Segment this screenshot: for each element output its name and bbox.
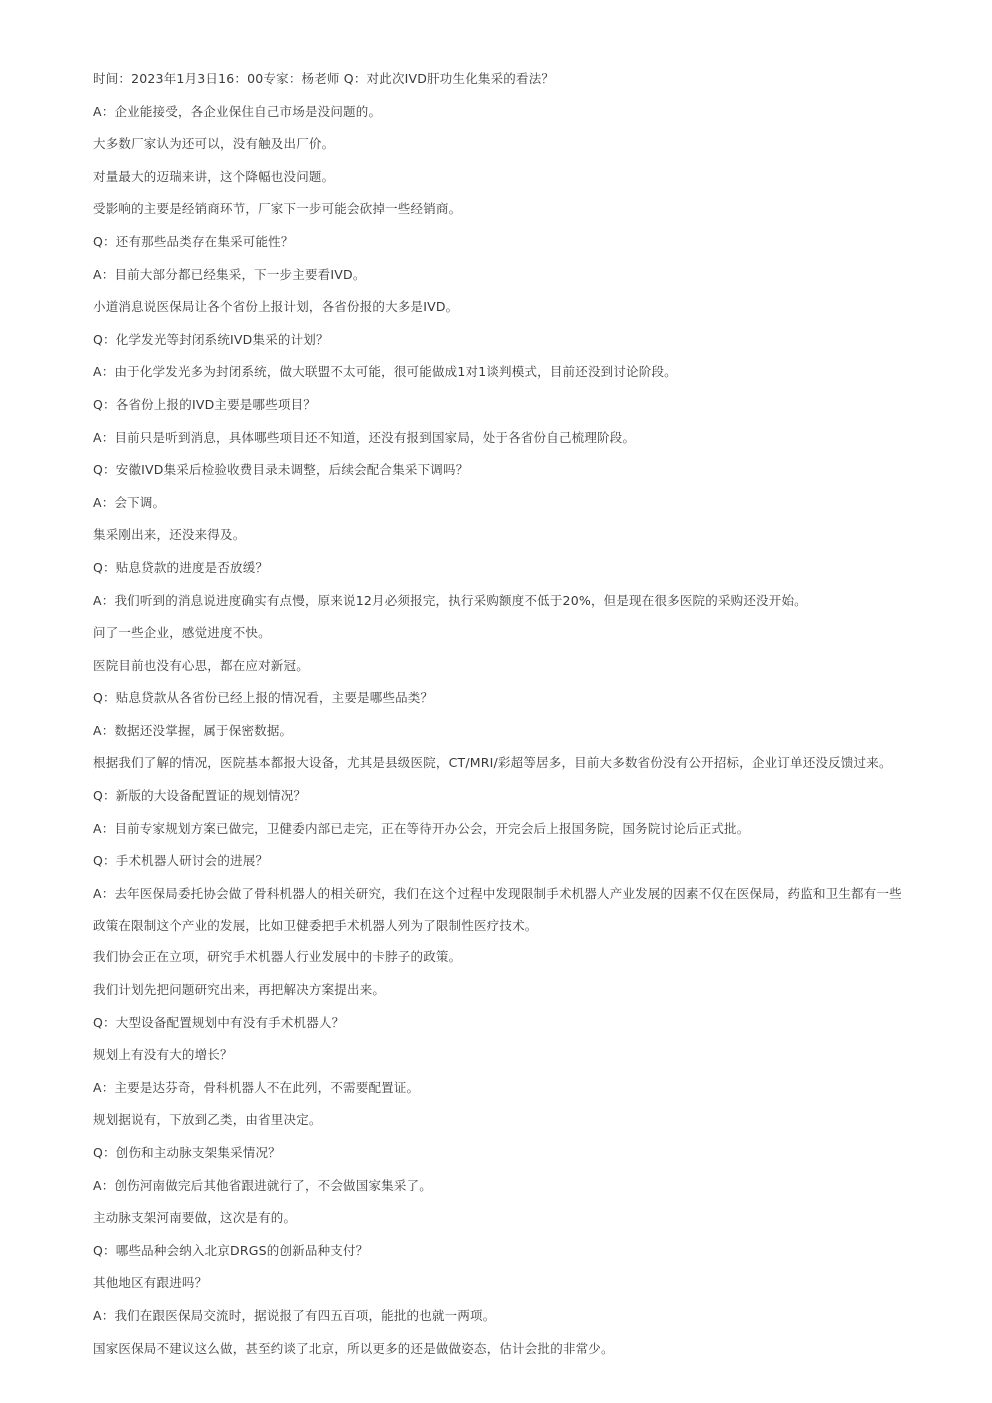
document-line: A：我们在跟医保局交流时，据说报了有四五百项，能批的也就一两项。	[93, 1307, 496, 1323]
document-line: Q：贴息贷款从各省份已经上报的情况看，主要是哪些品类？	[93, 690, 434, 706]
document-line: Q：大型设备配置规划中有没有手术机器人？	[93, 1014, 345, 1030]
document-line: 其他地区有跟进吗？	[93, 1275, 208, 1291]
document-line: 规划据说有，下放到乙类，由省里决定。	[93, 1112, 322, 1128]
document-line: 根据我们了解的情况，医院基本都报大设备，尤其是县级医院，CT/MRI/彩超等居多，目前大多数省份没有公开招标，企业订单还没反馈过来。	[93, 755, 892, 771]
document-line: A：会下调。	[93, 494, 166, 510]
document-line: 国家医保局不建议这么做，甚至约谈了北京，所以更多的还是做做姿态，估计会批的非常少。	[93, 1340, 614, 1356]
document-line: A：由于化学发光多为封闭系统，做大联盟不太可能，很可能做成1对1谈判模式，目前还没到讨论阶段。	[93, 364, 677, 380]
document-line: Q：新版的大设备配置证的规划情况？	[93, 788, 307, 804]
document-line: 受影响的主要是经销商环节，厂家下一步可能会砍掉一些经销商。	[93, 201, 462, 217]
document-line: A：去年医保局委托协会做了骨科机器人的相关研究，我们在这个过程中发现限制手术机器人产业发展的因素不仅在医保局，药监和卫生都有一些	[93, 885, 902, 901]
document-line: 对量最大的迈瑞来讲，这个降幅也没问题。	[93, 168, 335, 184]
document-line: 我们协会正在立项，研究手术机器人行业发展中的卡脖子的政策。	[93, 949, 462, 965]
document-line: A：数据还没掌握，属于保密数据。	[93, 722, 293, 738]
document-line: 问了一些企业，感觉进度不快。	[93, 625, 271, 641]
document-line: 我们计划先把问题研究出来，再把解决方案提出来。	[93, 982, 386, 998]
document-line: 时间：2023年1月3日16：00专家：杨老师 Q：对此次IVD肝功生化集采的看法？	[93, 71, 555, 86]
document-line: Q：还有那些品类存在集采可能性？	[93, 233, 294, 249]
document-line: 规划上有没有大的增长？	[93, 1047, 233, 1063]
document-line: A：目前大部分都已经集采，下一步主要看IVD。	[93, 266, 366, 282]
document-line: Q：化学发光等封闭系统IVD集采的计划？	[93, 331, 329, 347]
document-line: A：企业能接受，各企业保住自己市场是没问题的。	[93, 103, 382, 119]
document-line: Q：创伤和主动脉支架集采情况？	[93, 1145, 281, 1160]
document-line: Q：安徽IVD集采后检验收费目录未调整，后续会配合集采下调吗？	[93, 462, 469, 478]
document-line: A：我们听到的消息说进度确实有点慢，原来说12月必须报完，执行采购额度不低于20%，但是现在很多医院的采购还没开始。	[93, 592, 807, 608]
document-line: Q：各省份上报的IVD主要是哪些项目？	[93, 396, 317, 412]
document-line: A：创伤河南做完后其他省跟进就行了，不会做国家集采了。	[93, 1177, 432, 1193]
document-line: 大多数厂家认为还可以，没有触及出厂价。	[93, 136, 335, 152]
document-line: 集采刚出来，还没来得及。	[93, 527, 246, 543]
document-line: A：目前只是听到消息，具体哪些项目还不知道，还没有报到国家局，处于各省份自己梳理阶段。	[93, 429, 636, 445]
document-line: Q：贴息贷款的进度是否放缓？	[93, 559, 269, 575]
document-line: A：目前专家规划方案已做完，卫健委内部已走完，正在等待开办公会，开完会后上报国务院，国务院讨论后正式批。	[93, 820, 750, 836]
document-line: A：主要是达芬奇，骨科机器人不在此列，不需要配置证。	[93, 1079, 420, 1095]
document-line: 主动脉支架河南要做，这次是有的。	[93, 1210, 297, 1226]
document-line: 医院目前也没有心思，都在应对新冠。	[93, 657, 309, 673]
document-line: 小道消息说医保局让各个省份上报计划，各省份报的大多是IVD。	[93, 299, 459, 315]
document-line: Q：手术机器人研讨会的进展？	[93, 853, 269, 869]
document-line: 政策在限制这个产业的发展，比如卫健委把手术机器人列为了限制性医疗技术。	[93, 918, 538, 934]
document-line: Q：哪些品种会纳入北京DRGS的创新品种支付？	[93, 1242, 369, 1258]
